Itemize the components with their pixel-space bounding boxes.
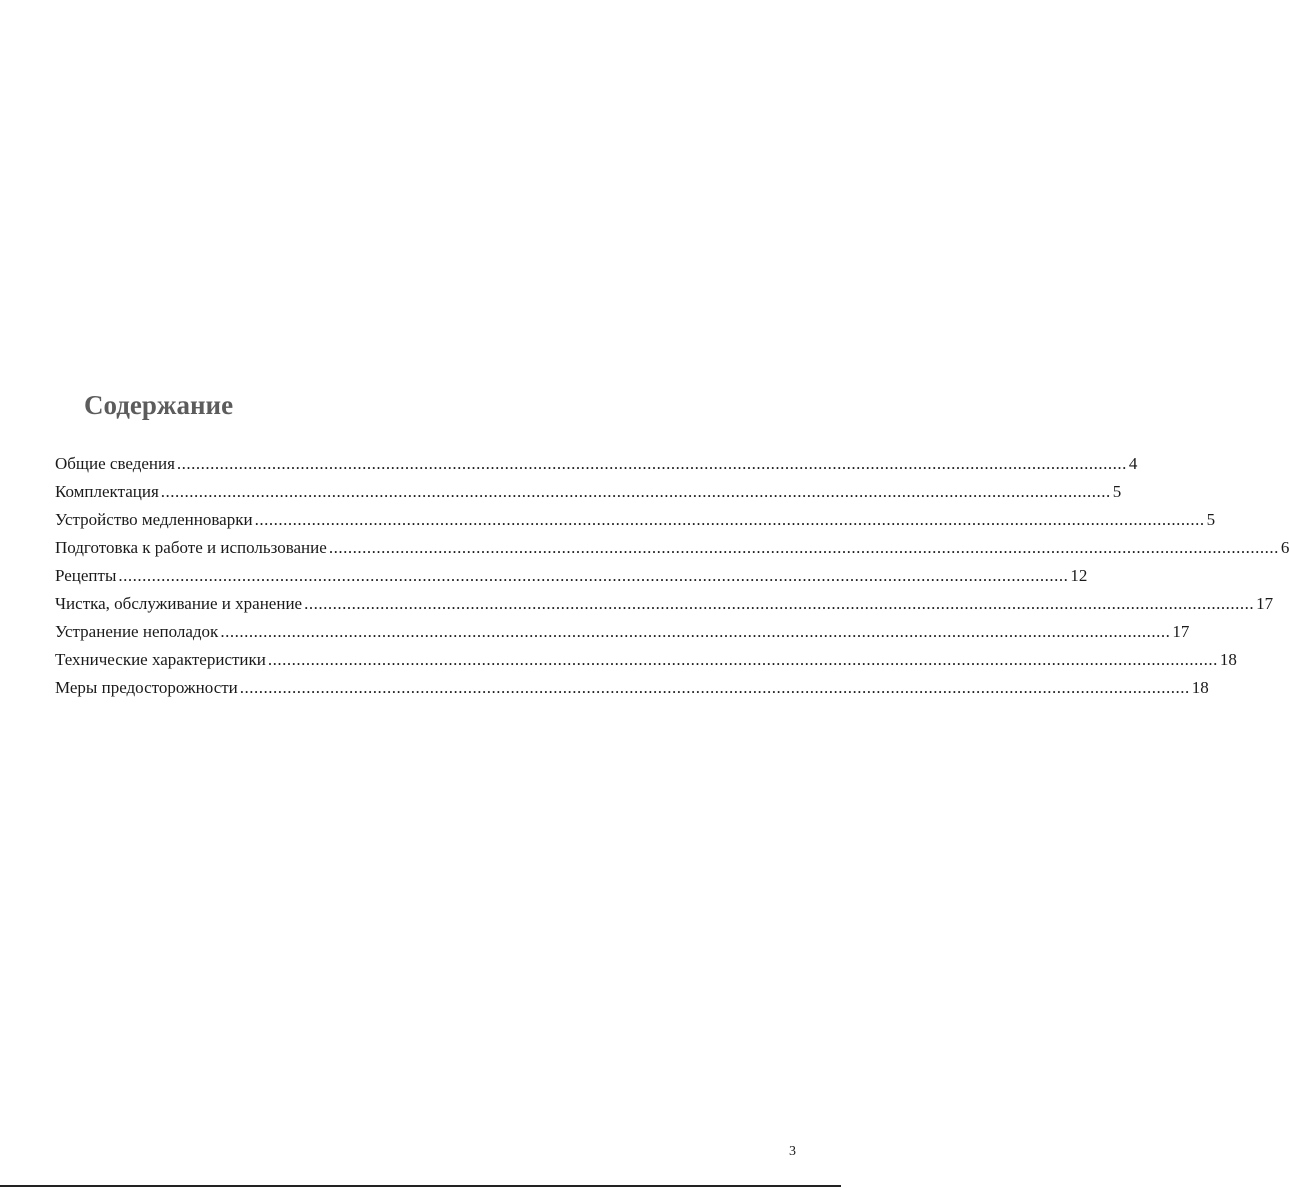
toc-entry-page: 5 xyxy=(1206,510,1216,529)
toc-entry-page: 17 xyxy=(1256,594,1274,613)
toc-entry-page: 17 xyxy=(1172,622,1190,641)
toc-entry-title: Рецепты xyxy=(55,566,117,585)
toc-entry-troubleshooting[interactable] xyxy=(55,618,1190,646)
toc-entry-page: 18 xyxy=(1191,678,1209,697)
toc-dot-leader: ........................................................................................................................................................................................................ xyxy=(328,538,1279,557)
page-number: 3 xyxy=(789,1144,796,1159)
toc-entry-cleaning-maintenance-storage[interactable] xyxy=(55,590,1274,618)
toc-entry-preparation-and-use[interactable] xyxy=(55,534,1289,562)
toc-dot-leader: ........................................................................................................................................................................................................ xyxy=(239,678,1190,697)
toc-entry-title: Технические характеристики xyxy=(55,650,266,669)
toc-entry-page: 12 xyxy=(1070,566,1088,585)
toc-dot-leader: ........................................................................................................................................................................................................ xyxy=(220,622,1171,641)
toc-entry-page: 4 xyxy=(1128,454,1138,473)
toc-entry-title: Комплектация xyxy=(55,482,159,501)
toc-dot-leader: ........................................................................................................................................................................................................ xyxy=(254,510,1205,529)
toc-dot-leader: ........................................................................................................................................................................................................ xyxy=(160,482,1111,501)
toc-entry-general-info[interactable] xyxy=(55,450,1138,478)
toc-entry-page: 6 xyxy=(1280,538,1289,557)
toc-entry-safety-precautions[interactable] xyxy=(55,674,1209,702)
toc-entry-title: Устройство медленноварки xyxy=(55,510,253,529)
toc-dot-leader: ........................................................................................................................................................................................................ xyxy=(267,650,1218,669)
toc-dot-leader: ........................................................................................................................................................................................................ xyxy=(304,594,1255,613)
toc-entry-page: 18 xyxy=(1219,650,1237,669)
toc-entry-title: Устранение неполадок xyxy=(55,622,219,641)
toc-heading: Содержание xyxy=(84,390,234,420)
bottom-rule xyxy=(0,1185,841,1187)
toc-entry-package-contents[interactable] xyxy=(55,478,1122,506)
toc-dot-leader: ........................................................................................................................................................................................................ xyxy=(118,566,1069,585)
toc-entry-title: Общие сведения xyxy=(55,454,175,473)
toc-entry-specifications[interactable] xyxy=(55,646,1237,674)
toc-entry-recipes[interactable] xyxy=(55,562,1088,590)
toc-dot-leader: ........................................................................................................................................................................................................ xyxy=(176,454,1127,473)
toc-entry-title: Меры предосторожности xyxy=(55,678,238,697)
toc-entry-title: Чистка, обслуживание и хранение xyxy=(55,594,303,613)
toc-entry-page: 5 xyxy=(1112,482,1122,501)
toc-entry-title: Подготовка к работе и использование xyxy=(55,538,327,557)
toc-entry-device-design[interactable] xyxy=(55,506,1216,534)
toc-list xyxy=(55,450,1289,702)
